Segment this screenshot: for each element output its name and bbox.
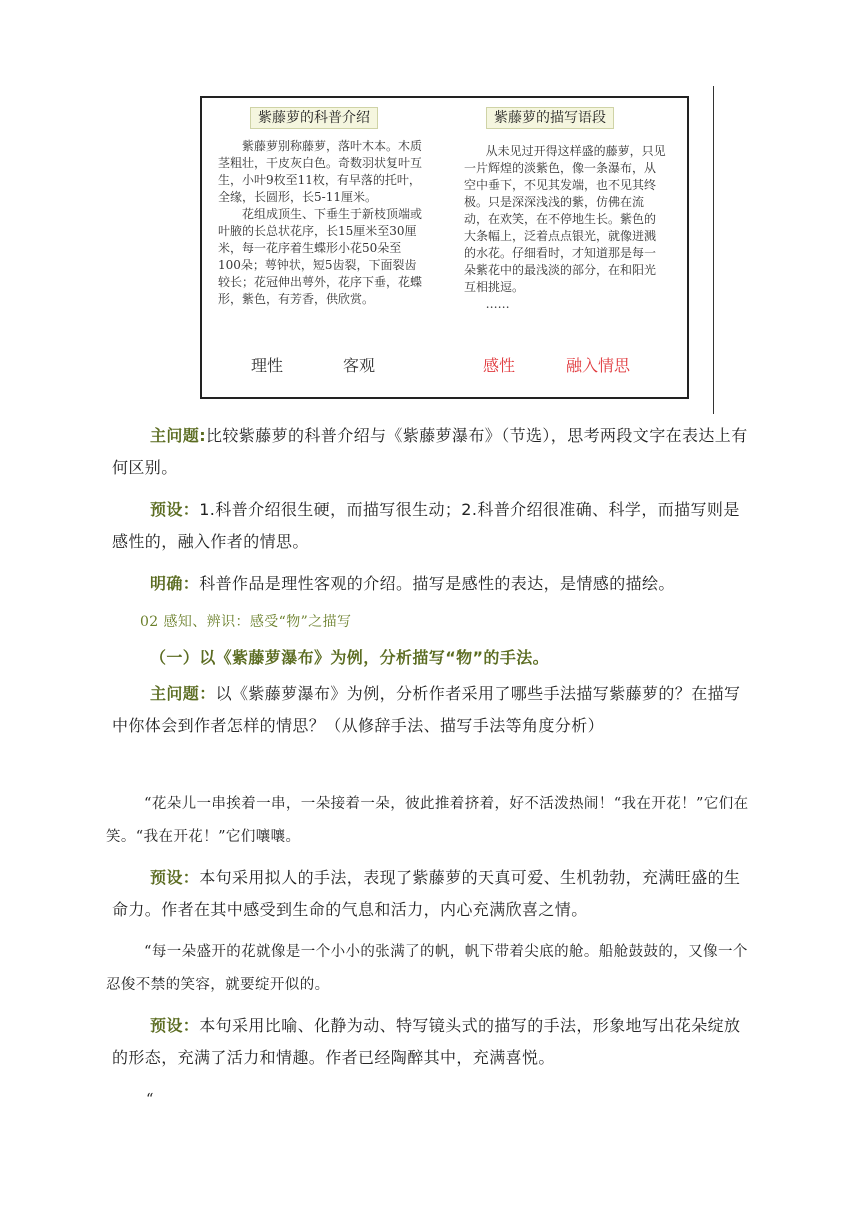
question-2 — [112, 678, 752, 742]
tag-feeling: 融入情思 — [566, 356, 631, 375]
figure-right-ellipsis: …… — [485, 297, 510, 311]
preset-3 — [112, 1010, 752, 1074]
preset-3-text: 本句采用比喻、化静为动、特写镜头式的描写的手法，形象地写出花朵绽放的形态，充满了活力和情趣。作者已经陶醉其中，充满喜悦。 — [112, 1016, 741, 1067]
figure-left-paragraph-1: 紫藤萝别称藤萝，落叶木本。木质茎粗壮，干皮灰白色。奇数羽状复叶互生，小叶9枚至11枚，有早落的托叶，全缘，长圆形，长5-11厘米。 — [218, 139, 423, 204]
clarify-1-text: 科普作品是理性客观的介绍。描写是感性的表达，是情感的描绘。 — [199, 574, 675, 593]
preset-2-lead: 预设： — [150, 868, 200, 887]
clarify-1-lead: 明确： — [150, 574, 200, 593]
comparison-figure — [200, 96, 689, 399]
section-02-heading: 02 感知、辨识：感受“物”之描写 — [140, 614, 352, 630]
question-1-text: 比较紫藤萝的科普介绍与《紫藤萝瀑布》（节选），思考两段文字在表达上有何区别。 — [112, 426, 748, 477]
figure-left-column — [218, 138, 423, 308]
quote-1 — [106, 788, 754, 854]
clarify-1 — [112, 568, 752, 600]
preset-3-lead: 预设： — [150, 1016, 200, 1035]
preset-1-lead: 预设： — [150, 500, 200, 519]
quote-2 — [106, 936, 754, 1002]
question-1-lead: 主问题: — [150, 426, 206, 445]
tag-objective: 客观 — [343, 356, 376, 375]
quote-1-text: “花朵儿一串挨着一串，一朵接着一朵，彼此推着挤着，好不活泼热闹！“我在开花！”它们在笑。“我在开花！”它们嚷嚷。 — [106, 796, 749, 845]
preset-2 — [112, 862, 752, 926]
sub-heading-text: （一）以《紫藤萝瀑布》为例，分析描写“物”的手法。 — [150, 648, 550, 667]
tag-emotional: 感性 — [483, 356, 516, 375]
tag-rational: 理性 — [251, 356, 284, 375]
figure-right-title: 紫藤萝的描写语段 — [486, 107, 614, 129]
margin-line — [713, 86, 714, 414]
figure-left-title: 紫藤萝的科普介绍 — [250, 107, 378, 129]
question-2-lead: 主问题： — [150, 684, 216, 703]
preset-2-text: 本句采用拟人的手法，表现了紫藤萝的天真可爱、生机勃勃，充满旺盛的生命力。作者在其中感受到生命的气息和活力，内心充满欣喜之情。 — [112, 868, 741, 919]
preset-1-text: 1.科普介绍很生硬，而描写很生动；2.科普介绍很准确、科学，而描写则是感性的，融入作者的情思。 — [112, 500, 740, 551]
sub-heading — [112, 642, 752, 674]
preset-1 — [112, 494, 752, 558]
figure-right-column — [464, 143, 667, 313]
quote-2-text: “每一朵盛开的花就像是一个小小的张满了的帆，帆下带着尖底的舱。船舱鼓鼓的，又像一个忍俊不禁的笑容，就要绽开似的。 — [106, 944, 748, 993]
trailing-quote-mark: “ — [146, 1092, 154, 1108]
figure-left-paragraph-2: 花组成顶生、下垂生于新枝顶端或叶腋的长总状花序，长15厘米至30厘米，每一花序着生蝶形小花50朵至100朵；萼钟状，短5齿裂，下面裂齿较长；花冠伸出萼外，花序下垂，花蝶形，紫色，有芳香，供欣赏。 — [218, 207, 423, 306]
question-1 — [112, 420, 752, 484]
figure-right-paragraph: 从未见过开得这样盛的藤萝，只见一片辉煌的淡紫色，像一条瀑布，从空中垂下，不见其发端，也不见其终极。只是深深浅浅的紫，仿佛在流动，在欢笑，在不停地生长。紫色的大条幅上，泛着点点银光，就像迸溅的水花。仔细看时，才知道那是每一朵紫花中的最浅淡的部分，在和阳光互相挑逗。 — [464, 144, 666, 294]
question-2-text: 以《紫藤萝瀑布》为例，分析作者采用了哪些手法描写紫藤萝的？在描写中你体会到作者怎样的情思？（从修辞手法、描写手法等角度分析） — [112, 684, 741, 735]
